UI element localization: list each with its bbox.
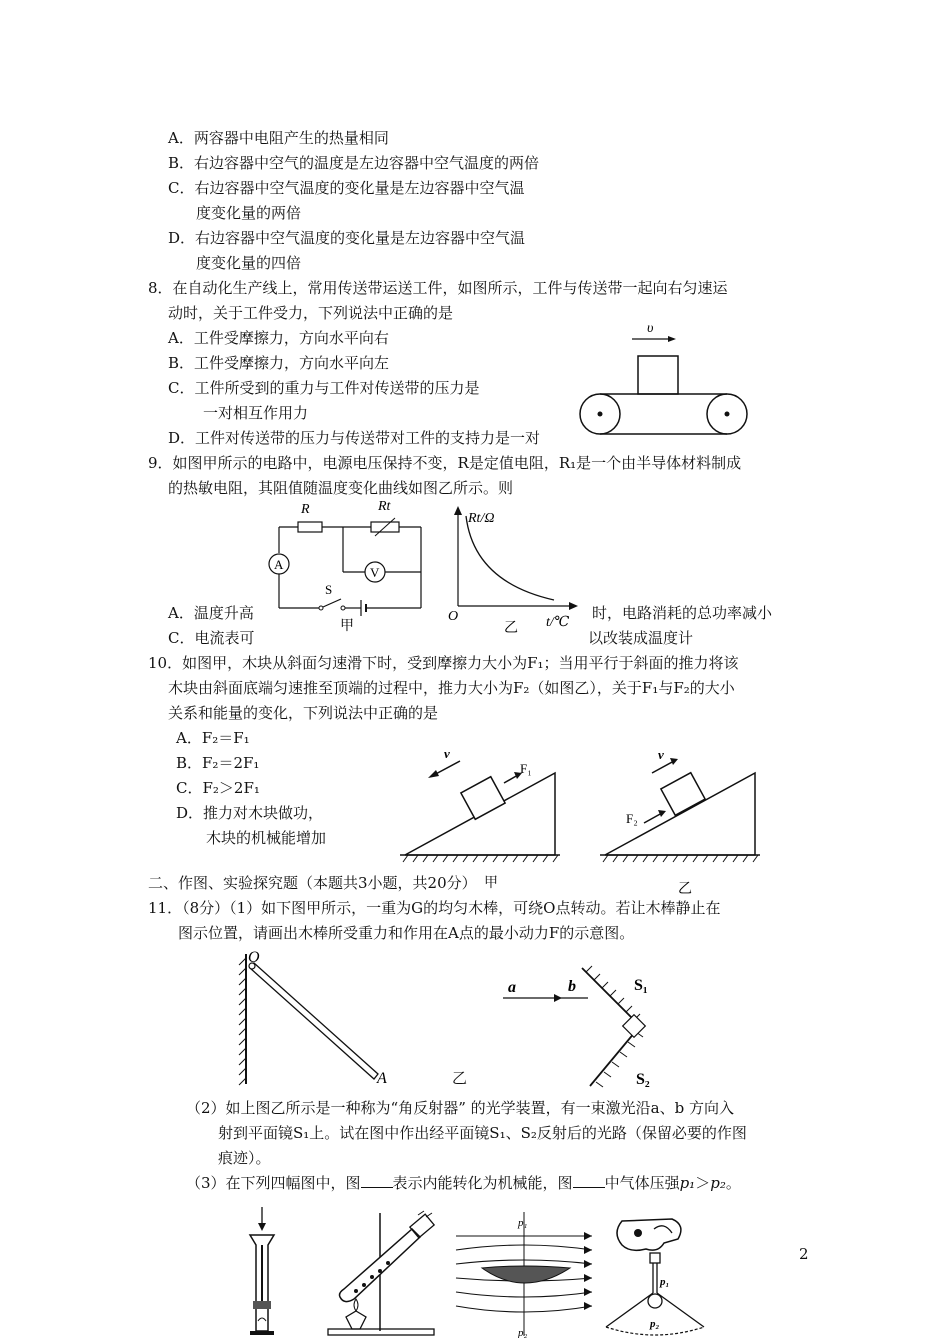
ping-pong-ball xyxy=(648,1294,662,1308)
q7-option-c: C．右边容器中空气温度的变化量是左边容器中空气温 xyxy=(168,179,525,197)
svg-text:V: V xyxy=(370,565,380,580)
p1-label-airfoil: p₁ xyxy=(518,1217,528,1229)
q7-option-d-cont: 度变化量的四倍 xyxy=(196,254,302,272)
p1-inline: p₁ xyxy=(679,1174,696,1192)
q10-stem-line2: 木块由斜面底端匀速推至顶端的过程中，推力大小为F₂（如图乙），关于F₁与F₂的大小 xyxy=(168,679,735,697)
gt-sign: ＞ xyxy=(695,1174,711,1192)
q10-option-b: B．F₂＝2F₁ xyxy=(176,754,260,772)
q7-option-a: A．两容器中电阻产生的热量相同 xyxy=(168,129,389,147)
circuit-caption: 甲 xyxy=(340,618,354,634)
blank-1[interactable] xyxy=(361,1173,393,1188)
incline-figure-left xyxy=(400,745,565,870)
circuit-figure xyxy=(263,496,433,634)
q10-option-d: D．推力对木块做功， xyxy=(176,804,324,822)
block-right xyxy=(661,773,705,816)
q10-option-a: A．F₂＝F₁ xyxy=(176,729,250,747)
force-f2-label: F₂ xyxy=(626,811,638,826)
blank-2[interactable] xyxy=(573,1173,605,1188)
incline-right-caption: 乙 xyxy=(678,881,692,897)
section2-title: 二、作图、实验探究题（本题共3小题，共20分） xyxy=(148,873,481,893)
q7-option-b: B．右边容器中空气的温度是左边容器中空气温度的两倍 xyxy=(168,154,540,172)
p1-label-funnel: p₁ xyxy=(660,1276,670,1288)
end-a-label: A xyxy=(377,1070,387,1086)
workpiece xyxy=(638,356,678,394)
q8-option-b: B．工件受摩擦力，方向水平向左 xyxy=(168,354,390,372)
mirror-figure-caption: 乙 xyxy=(452,1069,468,1087)
q8-option-c: C．工件所受到的重力与工件对传送带的压力是 xyxy=(168,379,480,397)
q7-option-c-cont: 度变化量的两倍 xyxy=(196,204,302,222)
q11-part3-c: 中气体压强 xyxy=(604,1174,680,1192)
incline-figure-right xyxy=(600,745,770,905)
q8-option-d: D．工件对传送带的压力与传送带对工件的支持力是一对 xyxy=(168,429,541,447)
push-arrow-f2 xyxy=(644,813,662,823)
q9-stem-line1: 9．如图甲所示的电路中，电源电压保持不变，R是定值电阻，R₁是一个由半导体材料制成 xyxy=(148,454,742,472)
graph-caption: 乙 xyxy=(504,620,518,636)
corner-reflector-figure xyxy=(498,958,673,1098)
fire-syringe-figure xyxy=(240,1205,285,1337)
q10-option-c: C．F₂＞2F₁ xyxy=(176,779,260,797)
q11-part3-b: 表示内能转化为机械能，图 xyxy=(392,1174,573,1192)
q9-option-c-left: C．电流表可 xyxy=(168,629,255,647)
q9-stem-line2: 的热敏电阻，其阻值随温度变化曲线如图乙所示。则 xyxy=(168,479,514,497)
q11-part2-line2: 射到平面镜S₁上。试在图中作出经平面镜S₁、S₂反射后的光路（保留必要的作图 xyxy=(218,1124,747,1142)
block-left xyxy=(461,777,505,820)
q9-option-a-left: A．温度升高 xyxy=(168,604,254,622)
switch-s xyxy=(323,599,341,607)
q10-stem-line3: 关系和能量的变化，下列说法中正确的是 xyxy=(168,704,439,722)
incline-left-caption: 甲 xyxy=(484,875,498,891)
ray-a-label: a xyxy=(508,979,516,996)
velocity-label: υ xyxy=(647,321,654,336)
q8-stem-line1: 8．在自动化生产线上，常用传送带运送工件，如图所示，工件与传送带一起向右匀速运 xyxy=(148,279,728,297)
thermistor-label: Rt xyxy=(378,499,391,514)
graph-ylabel: Rt/Ω xyxy=(468,511,495,526)
velocity-arrow-right xyxy=(652,761,674,773)
funnel-ball-figure xyxy=(598,1215,716,1340)
graph-origin: O xyxy=(448,609,459,624)
pivot-label: O xyxy=(248,949,260,966)
q10-option-d-cont: 木块的机械能增加 xyxy=(206,829,327,847)
right-angle-mark xyxy=(623,1015,646,1038)
period: 。 xyxy=(725,1174,741,1192)
mirror-s1-label: S₁ xyxy=(634,977,648,994)
mirror-s2-label: S₂ xyxy=(636,1071,650,1088)
p2-label-funnel: p₂ xyxy=(650,1318,660,1330)
switch-label: S xyxy=(325,582,333,597)
page-number: 2 xyxy=(799,1245,809,1263)
q8-option-c-cont: 一对相互作用力 xyxy=(203,404,309,422)
force-f1-label: F₁ xyxy=(520,761,532,776)
q11-part2-line3: 痕迹）。 xyxy=(218,1149,271,1167)
q9-option-a-right: 时，电路消耗的总功率减小 xyxy=(592,604,773,622)
ray-b-label: b xyxy=(568,978,576,995)
q11-line2: 图示位置，请画出木棒所受重力和作用在A点的最小动力F的示意图。 xyxy=(178,924,635,942)
svg-text:v: v xyxy=(444,746,450,761)
wooden-rod xyxy=(250,963,378,1079)
q11-part3-a: （3）在下列四幅图中，图 xyxy=(186,1174,361,1192)
q11-part2-line1: （2）如上图乙所示是一种称为“角反射器” 的光学装置，有一束激光沿a、b 方向入 xyxy=(186,1099,734,1117)
thermistor-graph xyxy=(442,500,587,640)
graph-xlabel: t/℃ xyxy=(546,615,570,630)
resistance-curve xyxy=(466,516,554,600)
p2-label-airfoil: p₂ xyxy=(518,1327,528,1338)
svg-text:A: A xyxy=(274,557,284,572)
resistor-r xyxy=(298,522,322,532)
airfoil-pressure-figure xyxy=(452,1210,602,1338)
rod-figure xyxy=(232,948,402,1086)
q11-line1: 11．（8分）（1）如下图甲所示，一重为G的均匀木棒，可绕O点转动。若让木棒静止在 xyxy=(148,899,721,917)
q7-option-d: D．右边容器中空气温度的变化量是左边容器中空气温 xyxy=(168,229,526,247)
q8-stem-line2: 动时，关于工件受力，下列说法中正确的是 xyxy=(168,304,454,322)
q10-stem-line1: 10．如图甲，木块从斜面匀速滑下时，受到摩擦力大小为F₁；当用平行于斜面的推力将该 xyxy=(148,654,739,672)
test-tube-steam-figure xyxy=(322,1205,442,1337)
q9-option-d-right: 以改装成温度计 xyxy=(588,629,694,647)
q8-option-a: A．工件受摩擦力，方向水平向右 xyxy=(168,329,389,347)
resistor-label: R xyxy=(301,502,310,517)
conveyor-belt-figure xyxy=(570,318,760,440)
q11-part3 xyxy=(186,1173,741,1193)
svg-text:v: v xyxy=(658,747,664,762)
p2-inline: p₂ xyxy=(710,1174,726,1192)
